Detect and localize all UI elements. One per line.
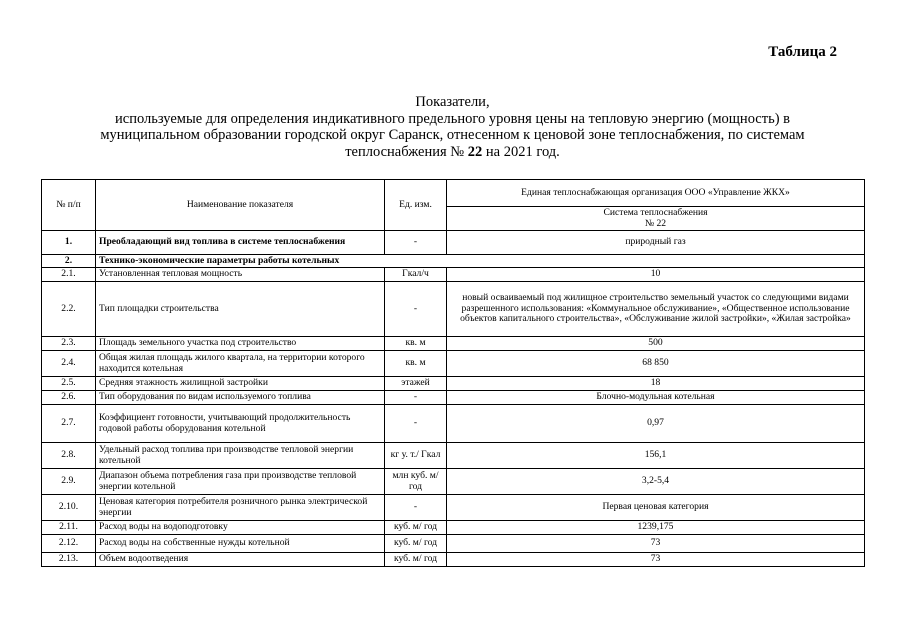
row-num: 2.4. <box>42 351 96 377</box>
row-name: Коэффициент готовности, учитывающий продолжительность годовой работы оборудования котельной <box>96 405 385 443</box>
row-unit: млн куб. м/год <box>385 469 447 495</box>
row-value: 156,1 <box>447 443 865 469</box>
row-num: 2.7. <box>42 405 96 443</box>
table-row <box>42 268 865 282</box>
title-line-2: используемые для определения индикативного предельного уровня цены на тепловую энергию (мощность) в <box>115 110 790 127</box>
table-row <box>42 495 865 521</box>
row-value: Блочно-модульная котельная <box>447 391 865 405</box>
header-name: Наименование показателя <box>96 180 385 231</box>
system-number: 22 <box>467 143 483 160</box>
table-row <box>42 553 865 567</box>
row-num: 2. <box>42 255 96 268</box>
title-line-4 <box>40 144 865 161</box>
row-num: 2.13. <box>42 553 96 567</box>
table-row <box>42 443 865 469</box>
row-name: Преобладающий вид топлива в системе теплоснабжения <box>96 231 385 255</box>
row-unit: куб. м/ год <box>385 521 447 535</box>
table-row <box>42 391 865 405</box>
row-unit: куб. м/ год <box>385 553 447 567</box>
row-name: Расход воды на водоподготовку <box>96 521 385 535</box>
row-value: 3,2-5,4 <box>447 469 865 495</box>
header-system-line-1: Система теплоснабжения <box>603 207 708 218</box>
row-name: Расход воды на собственные нужды котельной <box>96 535 385 553</box>
table-row <box>42 231 865 255</box>
row-value: 73 <box>447 535 865 553</box>
row-num: 2.9. <box>42 469 96 495</box>
table-row <box>42 535 865 553</box>
header-org: Единая теплоснабжающая организация ООО «Управление ЖКХ» <box>447 180 865 207</box>
header-system-line-2: № 22 <box>644 217 667 229</box>
row-unit: - <box>385 391 447 405</box>
row-value: 1239,175 <box>447 521 865 535</box>
row-unit: кв. м <box>385 351 447 377</box>
table-row <box>42 337 865 351</box>
row-num: 2.10. <box>42 495 96 521</box>
title-line-1: Показатели, <box>415 94 490 110</box>
row-name: Тип оборудования по видам используемого топлива <box>96 391 385 405</box>
table-section-row <box>42 255 865 268</box>
table-row <box>42 405 865 443</box>
row-unit: этажей <box>385 377 447 391</box>
row-name: Ценовая категория потребителя розничного рынка электрической энергии <box>96 495 385 521</box>
row-value: 10 <box>447 268 865 282</box>
row-name: Объем водоотведения <box>96 553 385 567</box>
section-name: Технико-экономические параметры работы котельных <box>96 255 865 268</box>
row-name: Площадь земельного участка под строительство <box>96 337 385 351</box>
row-value: новый осваиваемый под жилищное строительство земельный участок со следующими видами разрешенного использования: «Коммунальное обслуживание», «Общественное использование объектов капитального строительства», «Обслуживание жилой застройки», «Жилая застройка» <box>447 282 865 337</box>
row-unit: - <box>385 231 447 255</box>
row-value: природный газ <box>447 231 865 255</box>
table-row <box>42 282 865 337</box>
row-num: 1. <box>42 231 96 255</box>
row-unit: кв. м <box>385 337 447 351</box>
title-line-4-suffix: на 2021 год. <box>485 143 560 160</box>
table-row <box>42 377 865 391</box>
row-num: 2.8. <box>42 443 96 469</box>
table-row <box>42 351 865 377</box>
row-value: 18 <box>447 377 865 391</box>
header-system <box>447 207 865 231</box>
row-num: 2.2. <box>42 282 96 337</box>
row-num: 2.5. <box>42 377 96 391</box>
row-num: 2.3. <box>42 337 96 351</box>
header-unit: Ед. изм. <box>385 180 447 231</box>
row-value: Первая ценовая категория <box>447 495 865 521</box>
row-num: 2.12. <box>42 535 96 553</box>
header-num: № п/п <box>42 180 96 231</box>
row-value: 0,97 <box>447 405 865 443</box>
table-label: Таблица 2 <box>768 44 837 60</box>
indicators-table <box>41 179 865 567</box>
row-value: 500 <box>447 337 865 351</box>
row-name: Средняя этажность жилищной застройки <box>96 377 385 391</box>
row-num: 2.11. <box>42 521 96 535</box>
row-name: Удельный расход топлива при производстве тепловой энергии котельной <box>96 443 385 469</box>
title-line-4-prefix: теплоснабжения № <box>345 143 465 160</box>
row-unit: - <box>385 282 447 337</box>
table-header-row <box>42 180 865 207</box>
row-value: 68 850 <box>447 351 865 377</box>
row-unit: - <box>385 495 447 521</box>
row-name: Диапазон объема потребления газа при производстве тепловой энергии котельной <box>96 469 385 495</box>
row-unit: Гкал/ч <box>385 268 447 282</box>
row-num: 2.1. <box>42 268 96 282</box>
row-num: 2.6. <box>42 391 96 405</box>
row-name: Тип площадки строительства <box>96 282 385 337</box>
row-value: 73 <box>447 553 865 567</box>
document-title <box>40 94 865 160</box>
table-row <box>42 469 865 495</box>
table-row <box>42 521 865 535</box>
title-line-3: муниципальном образовании городской округ Саранск, отнесенном к ценовой зоне теплоснабжения, по системам <box>100 127 805 143</box>
row-unit: куб. м/ год <box>385 535 447 553</box>
row-unit: - <box>385 405 447 443</box>
row-unit: кг у. т./ Гкал <box>385 443 447 469</box>
row-name: Общая жилая площадь жилого квартала, на территории которого находится котельная <box>96 351 385 377</box>
row-name: Установленная тепловая мощность <box>96 268 385 282</box>
